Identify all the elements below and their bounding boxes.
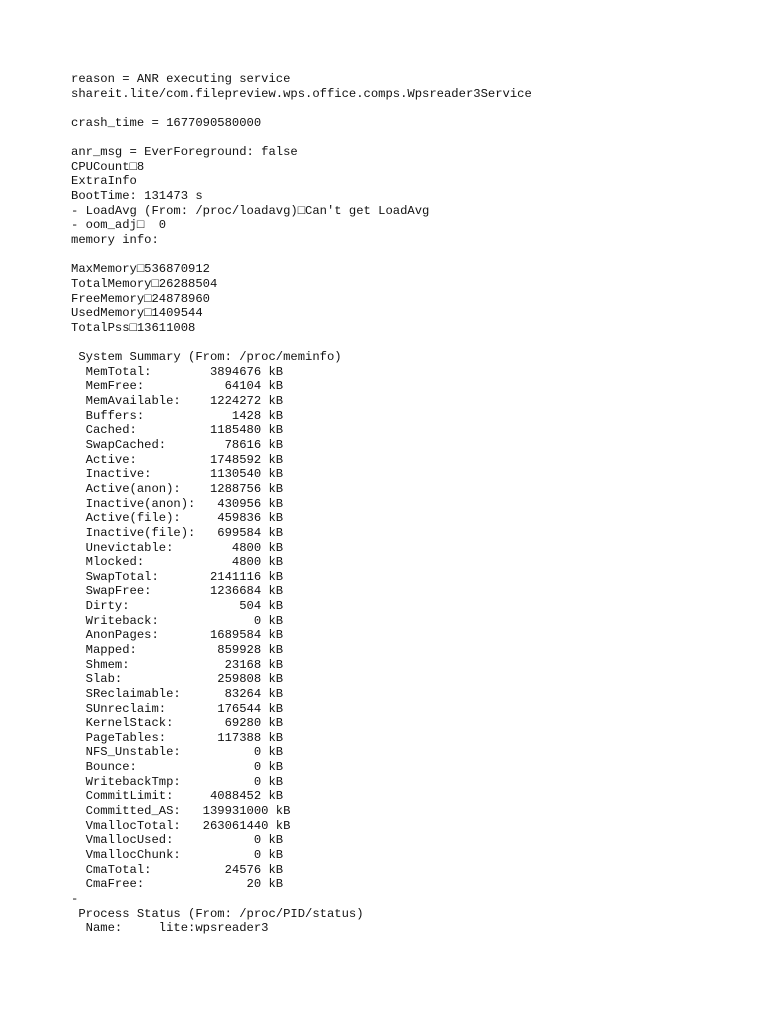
meminfo-row: Shmem: 23168 kB (71, 657, 284, 672)
meminfo-row: MemTotal: 3894676 kB (71, 364, 284, 379)
meminfo-row: SwapTotal: 2141116 kB (71, 569, 284, 584)
memory-info-heading: memory info: (71, 233, 159, 248)
system-summary-heading: System Summary (From: /proc/meminfo) (71, 350, 342, 365)
meminfo-row: VmallocUsed: 0 kB (71, 833, 284, 848)
meminfo-row: AnonPages: 1689584 kB (71, 628, 284, 643)
meminfo-row: KernelStack: 69280 kB (71, 716, 284, 731)
separator-dash: - (71, 891, 79, 906)
meminfo-row: Committed_AS: 139931000 kB (71, 804, 291, 819)
meminfo-row: Inactive: 1130540 kB (71, 467, 284, 482)
meminfo-row: MemAvailable: 1224272 kB (71, 394, 284, 409)
oom-adj-line: - oom_adj□ 0 (71, 218, 167, 233)
max-memory-line: MaxMemory□536870912 (71, 262, 210, 277)
process-name-line: Name: lite:wpsreader3 (71, 921, 269, 936)
meminfo-row: SwapFree: 1236684 kB (71, 584, 284, 599)
blank-line (71, 336, 751, 351)
meminfo-row: Buffers: 1428 kB (71, 408, 284, 423)
total-memory-line: TotalMemory□26288504 (71, 276, 218, 291)
service-name-line: shareit.lite/com.filepreview.wps.office.comps.Wpsreader3Service (71, 86, 532, 101)
used-memory-line: UsedMemory□1409544 (71, 306, 203, 321)
meminfo-row: Dirty: 504 kB (71, 599, 284, 614)
meminfo-row: Slab: 259808 kB (71, 672, 284, 687)
blank-line (71, 101, 751, 116)
meminfo-row: Bounce: 0 kB (71, 760, 284, 775)
free-memory-line: FreeMemory□24878960 (71, 291, 210, 306)
meminfo-row: MemFree: 64104 kB (71, 379, 284, 394)
meminfo-row: Cached: 1185480 kB (71, 423, 284, 438)
meminfo-row: SReclaimable: 83264 kB (71, 686, 284, 701)
meminfo-row: VmallocTotal: 263061440 kB (71, 818, 291, 833)
process-status-heading: Process Status (From: /proc/PID/status) (71, 906, 364, 921)
meminfo-row: Inactive(file): 699584 kB (71, 525, 284, 540)
boot-time-line: BootTime: 131473 s (71, 189, 203, 204)
meminfo-row: Mapped: 859928 kB (71, 642, 284, 657)
meminfo-row: SwapCached: 78616 kB (71, 438, 284, 453)
meminfo-row: NFS_Unstable: 0 kB (71, 745, 284, 760)
blank-line (71, 248, 751, 263)
meminfo-row: Unevictable: 4800 kB (71, 540, 284, 555)
meminfo-row: Mlocked: 4800 kB (71, 555, 284, 570)
meminfo-row: SUnreclaim: 176544 kB (71, 701, 284, 716)
meminfo-row: CmaFree: 20 kB (71, 877, 284, 892)
extra-info-line: ExtraInfo (71, 174, 137, 189)
meminfo-row: Active(file): 459836 kB (71, 511, 284, 526)
meminfo-row: WritebackTmp: 0 kB (71, 774, 284, 789)
log-document (71, 72, 751, 936)
meminfo-row: Active: 1748592 kB (71, 452, 284, 467)
load-avg-line: - LoadAvg (From: /proc/loadavg)□Can't get LoadAvg (71, 203, 430, 218)
meminfo-row: Inactive(anon): 430956 kB (71, 496, 284, 511)
meminfo-row: PageTables: 117388 kB (71, 730, 284, 745)
total-pss-line: TotalPss□13611008 (71, 320, 196, 335)
cpu-count-line: CPUCount□8 (71, 159, 145, 174)
meminfo-row: VmallocChunk: 0 kB (71, 847, 284, 862)
meminfo-row: CommitLimit: 4088452 kB (71, 789, 284, 804)
meminfo-row: CmaTotal: 24576 kB (71, 862, 284, 877)
meminfo-row: Active(anon): 1288756 kB (71, 481, 284, 496)
meminfo-row: Writeback: 0 kB (71, 613, 284, 628)
blank-line (71, 131, 751, 146)
crash-time-line: crash_time = 1677090580000 (71, 115, 262, 130)
reason-line: reason = ANR executing service (71, 72, 291, 86)
anr-msg-line: anr_msg = EverForeground: false (71, 145, 298, 160)
